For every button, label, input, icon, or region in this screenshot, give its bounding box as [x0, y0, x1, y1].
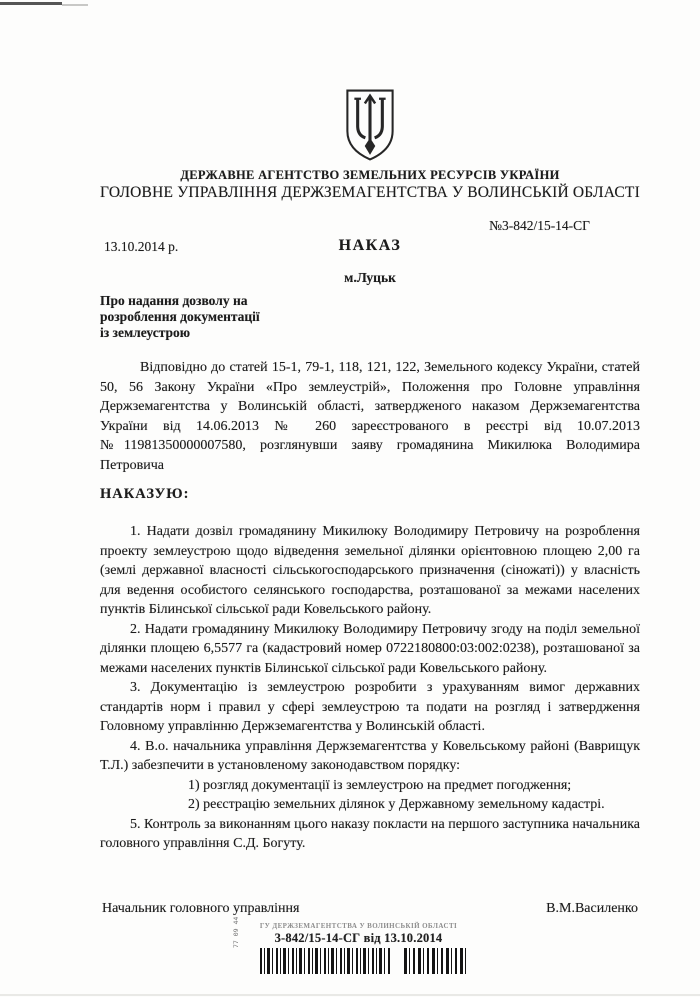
- subject-line: розроблення документації: [100, 309, 260, 324]
- order-heading: НАКАЗУЮ:: [100, 486, 190, 502]
- document-number: №3-842/15-14-СГ: [489, 218, 590, 233]
- barcode-right-group: [404, 948, 466, 974]
- signatory-name: В.М.Василенко: [546, 900, 638, 916]
- order-item-1: 1. Надати дозвіл громадянину Микилюку Володимиру Петровичу на розроблення проекту землеустрою щодо відведення земельної ділянки орієнтовною площею 2,00 га (землі державної власності сільськогосподарського призначення (сіножаті)) у власність для ведення особистого селянського господарства, розташованої за межами населених пунктів Білинської сільської ради Ковельського району.: [100, 524, 640, 617]
- order-subitem-1: 1) розгляд документації із землеустрою на предмет погодження;: [188, 777, 572, 793]
- order-item-2: 2. Надати громадянину Микилюку Володимиру Петровичу згоду на поділ земельної ділянки площею 6,5577 га (кадастровий номер 0722180800:03:002:0238), розташованої за межами населених пунктів Білинської сільської ради Ковельського району.: [100, 621, 640, 676]
- ukraine-trident-emblem-icon: [340, 88, 400, 162]
- agency-name-line1: ДЕРЖАВНЕ АГЕНТСТВО ЗЕМЕЛЬНИХ РЕСУРСІВ УКРАЇНИ: [180, 168, 560, 182]
- sticker-number-line: 3-842/15-14-СГ від 13.10.2014: [274, 930, 443, 945]
- subject-block: [100, 293, 330, 341]
- document-date: 13.10.2014 р.: [104, 239, 179, 254]
- preamble-paragraph: Відповідно до статей 15-1, 79-1, 118, 121, 122, Земельного кодексу України, статей 50, 56 Закону України «Про землеустрій», Положення про Головне управління Держземагентства у Волинській області, затвердженого наказом Держземагентства України від 14.06.2013 № 260 зареєстрованого в реєстрі від 10.07.2013 №11981350000007580, розглянувши заяву громадянина Микилюка Володимира Петровича: [100, 360, 640, 473]
- issuing-city: м.Луцьк: [344, 270, 396, 285]
- scan-artifact-line-light: [62, 4, 88, 6]
- date-and-doctype-row: [100, 237, 640, 257]
- registration-barcode-sticker: [232, 916, 471, 974]
- order-item-3: 3. Документацію із землеустрою розробити з урахуванням вимог державних стандартів норм і правил у сфері землеустрою та подати на розгляд і затвердження Головному управлінню Держземагентства у Волинській області.: [100, 680, 640, 734]
- order-item-4: 4. В.о. начальника управління Держземагентства у Ковельському районі (Ваврищук Т.Л.) забезпечити в установленому законодавством порядку:: [100, 738, 640, 773]
- subject-line: із землеустрою: [100, 325, 191, 340]
- order-subitem-2: 2) реєстрацію земельних ділянок у Державному земельному кадастрі.: [188, 797, 605, 812]
- order-items: [100, 522, 640, 854]
- subject-line: Про надання дозволу на: [100, 293, 248, 308]
- signature-row: [100, 901, 640, 919]
- scan-bottom-edge: [0, 994, 700, 996]
- order-item-5: 5. Контроль за виконанням цього наказу покласти на першого заступника начальника головного управління С.Д. Богуту.: [100, 816, 640, 851]
- sticker-office-line: ГУ ДЕРЖЗЕМАГЕНТСТВА У ВОЛИНСЬКІЙ ОБЛАСТІ: [259, 921, 458, 930]
- agency-name-line2: ГОЛОВНЕ УПРАВЛІННЯ ДЕРЖЗЕМАГЕНТСТВА У ВОЛИНСЬКІЙ ОБЛАСТІ: [100, 184, 640, 201]
- barcode: [260, 948, 471, 974]
- scan-artifact-line: [0, 2, 62, 5]
- barcode-left-group: [260, 948, 390, 974]
- sticker-side-text: 77 09 44: [232, 916, 240, 948]
- document-type-title: НАКАЗ: [338, 237, 402, 254]
- signatory-position: Начальник головного управління: [102, 900, 300, 916]
